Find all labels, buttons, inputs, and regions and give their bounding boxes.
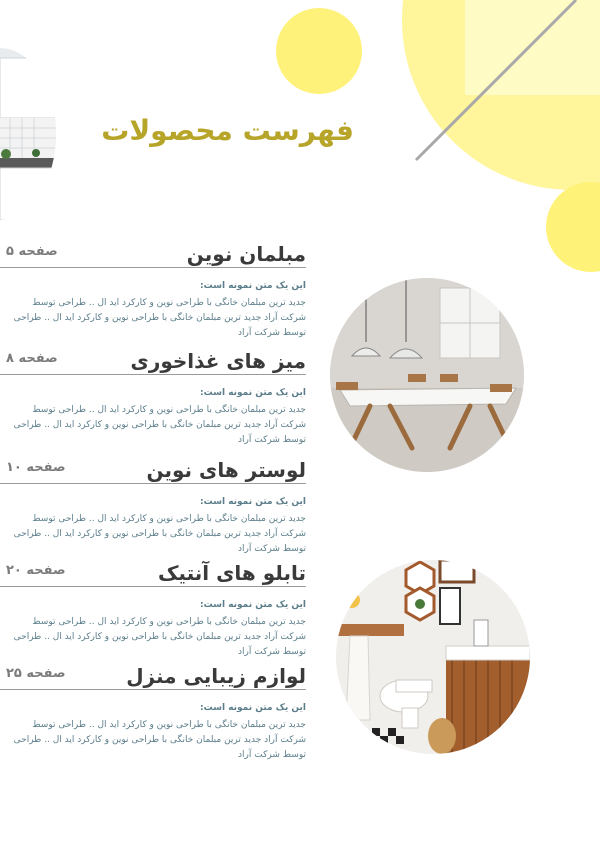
section-divider (0, 483, 306, 484)
section-page-number: صفحه ۲۵ (6, 666, 66, 681)
toc-section-dining-tables (0, 349, 306, 459)
section-title: تابلو های آنتیک (157, 561, 306, 585)
section-page-number: صفحه ۱۰ (6, 460, 66, 475)
section-subtitle: این یک متن نمونه است: (200, 388, 306, 398)
page-title: فهرست محصولات (101, 114, 354, 147)
toc-section-antique-paintings (0, 561, 306, 671)
section-divider (0, 267, 306, 268)
section-divider (0, 374, 306, 375)
section-description: جدید ترین مبلمان خانگی با طراحی نوین و کارکرد اید ال .. طراحی توسط شرکت آراد جدید ترین مبلمان خانگی با طراحی نوین و کارکرد اید ال .. طراحی توسط شرکت آراد (13, 514, 306, 554)
section-title: میز های غذاخوری (130, 349, 306, 373)
section-divider (0, 586, 306, 587)
section-description: جدید ترین مبلمان خانگی با طراحی نوین و کارکرد اید ال .. طراحی توسط شرکت آراد جدید ترین مبلمان خانگی با طراحی نوین و کارکرد اید ال .. طراحی توسط شرکت آراد (13, 405, 306, 445)
section-description: جدید ترین مبلمان خانگی با طراحی نوین و کارکرد اید ال .. طراحی توسط شرکت آراد جدید ترین مبلمان خانگی با طراحی نوین و کارکرد اید ال .. طراحی توسط شرکت آراد (13, 617, 306, 657)
section-subtitle: این یک متن نمونه است: (200, 497, 306, 507)
section-divider (0, 689, 306, 690)
decorative-diagonal-line (0, 0, 600, 200)
toc-section-chandeliers (0, 458, 306, 568)
section-title: لوستر های نوین (146, 458, 306, 482)
section-page-number: صفحه ۲۰ (6, 563, 66, 578)
section-description: جدید ترین مبلمان خانگی با طراحی نوین و کارکرد اید ال .. طراحی توسط شرکت آراد جدید ترین مبلمان خانگی با طراحی نوین و کارکرد اید ال .. طراحی توسط شرکت آراد (13, 298, 306, 338)
section-subtitle: این یک متن نمونه است: (200, 703, 306, 713)
section-description: جدید ترین مبلمان خانگی با طراحی نوین و کارکرد اید ال .. طراحی توسط شرکت آراد جدید ترین مبلمان خانگی با طراحی نوین و کارکرد اید ال .. طراحی توسط شرکت آراد (13, 720, 306, 760)
section-page-number: صفحه ۵ (6, 244, 58, 259)
toc-section-furniture (0, 242, 306, 352)
dining-room-photo (330, 278, 524, 472)
section-title: لوازم زیبایی منزل (126, 664, 306, 688)
section-title: مبلمان نوین (186, 242, 306, 266)
section-page-number: صفحه ۸ (6, 351, 58, 366)
bathroom-photo (336, 560, 530, 754)
section-subtitle: این یک متن نمونه است: (200, 600, 306, 610)
section-subtitle: این یک متن نمونه است: (200, 281, 306, 291)
toc-section-home-decor (0, 664, 306, 774)
